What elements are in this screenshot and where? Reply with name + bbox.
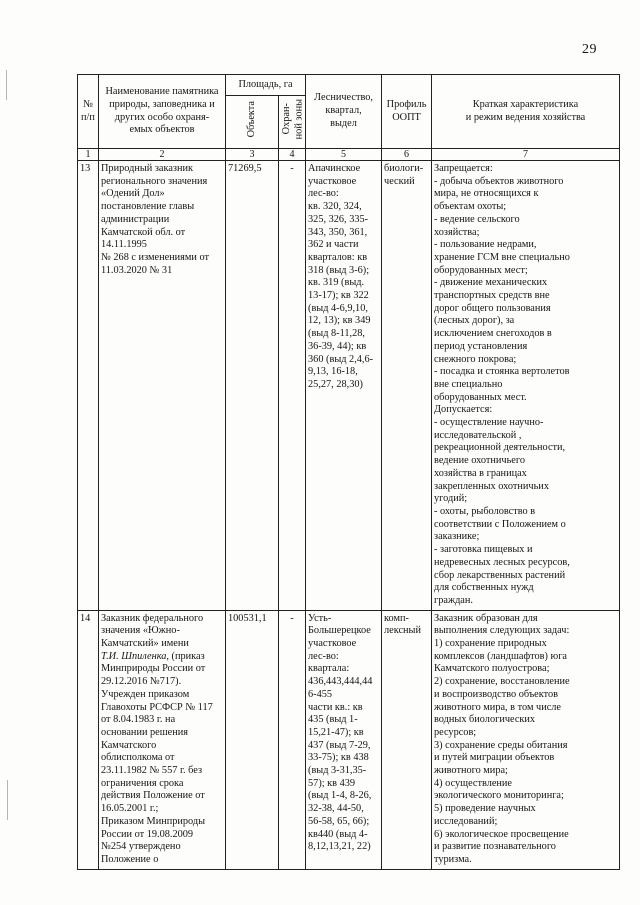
scan-margin-mark	[7, 780, 8, 820]
scan-margin-mark	[6, 70, 7, 100]
column-number: 5	[306, 149, 382, 161]
header-num: № п/п	[78, 75, 99, 149]
row-number: 14	[78, 610, 99, 869]
header-forestry: Лесничество, квартал, выдел	[306, 75, 382, 149]
page-number: 29	[582, 42, 597, 57]
characteristics: Заказник образован для выполнения следующих задач: 1) сохранение природных комплексов (ландшафтов) юга Камчатского полуострова; 2) сохранение, восстановление и воспроизводство объектов животного мира, в том числе водных биологических ресурсов; 3) сохранение среды обитания и путей миграции объектов животного мира; 4) осуществление экологического мониторинга; 5) проведение научных исследований; 6) экологическое просвещение и развитие познавательного туризма.	[432, 610, 620, 869]
column-number: 7	[432, 149, 620, 161]
area-protected: -	[279, 161, 306, 611]
table-row	[78, 610, 620, 869]
header-row	[78, 75, 620, 96]
header-profile: Профиль ООПТ	[382, 75, 432, 149]
column-number-row	[78, 149, 620, 161]
row-number: 13	[78, 161, 99, 611]
header-name: Наименование памятника природы, заповедника и других особо охраня- емых объектов	[99, 75, 226, 149]
column-number: 3	[226, 149, 279, 161]
header-characteristics: Краткая характеристика и режим ведения хозяйства	[432, 75, 620, 149]
object-name: Заказник федерального значения «Южно- Камчатский» имени Т.И. Шпиленка, (приказ Минприроды России от 29.12.2016 №717). Учрежден приказом Главохоты РСФСР № 117 от 8.04.1983 г. на основании решения Камчатского облисполкома от 23.11.1982 № 557 г. без ограничения срока действия Положение от 16.05.2001 г.; Приказом Минприроды России от 19.08.2009 №254 утверждено Положение о	[99, 610, 226, 869]
header-area-protected: Охран- ной зоны	[279, 96, 306, 149]
object-name: Природный заказник регионального значения «Одений Дол» постановление главы администрации Камчатской обл. от 14.11.1995 № 268 с изменениями от 11.03.2020 № 31	[99, 161, 226, 611]
forestry: Апачинское участковое лес-во: кв. 320, 324, 325, 326, 335- 343, 350, 361, 362 и части кварталов: кв 318 (выд 3-6); кв. 319 (выд. 13-17); кв 322 (выд 4-6,9,10, 12, 13); кв 349 (выд 8-11,28, 36-39, 44); кв 360 (выд 2,4,6- 9,13, 16-18, 25,27, 28,30)	[306, 161, 382, 611]
table-row	[78, 161, 620, 611]
area-protected: -	[279, 610, 306, 869]
column-number: 4	[279, 149, 306, 161]
header-area: Площадь, га	[226, 75, 306, 96]
column-number: 1	[78, 149, 99, 161]
forestry: Усть- Большерецкое участковое лес-во: квартала: 436,443,444,44 6-455 части кв.: кв 435 (выд 1- 15,21-47); кв 437 (выд 7-29, 33-75); кв 438 (выд 3-31,35- 57); кв 439 (выд 1-4, 8-26, 32-38, 44-50, 56-58, 65, 66); кв440 (выд 4- 8,12,13,21, 22)	[306, 610, 382, 869]
profile: биологи- ческий	[382, 161, 432, 611]
column-number: 6	[382, 149, 432, 161]
area-object: 100531,1	[226, 610, 279, 869]
area-object: 71269,5	[226, 161, 279, 611]
column-number: 2	[99, 149, 226, 161]
header-area-object: Объекта	[226, 96, 279, 149]
characteristics: Запрещается: - добыча объектов животного мира, не относящихся к объектам охоты; - ведение сельского хозяйства; - пользование недрами, хранение ГСМ вне специально оборудованных мест; - движение механических транспортных средств вне дорог общего пользования (лесных дорог), за исключением снегоходов в период установления снежного покрова; - посадка и стоянка вертолетов вне специально оборудованных мест. Допускается: - осуществление научно- исследовательской , рекреационной деятельности, ведение охотничьего хозяйства в границах закрепленных охотничьих угодий; - охоты, рыболовство в соответствии с Положением о заказнике; - заготовка пищевых и недревесных лесных ресурсов, сбор лекарственных растений для собственных нужд граждан.	[432, 161, 620, 611]
protected-areas-table	[77, 74, 620, 870]
profile: комп- лексный	[382, 610, 432, 869]
person-name: Т.И. Шпиленка	[101, 650, 167, 662]
